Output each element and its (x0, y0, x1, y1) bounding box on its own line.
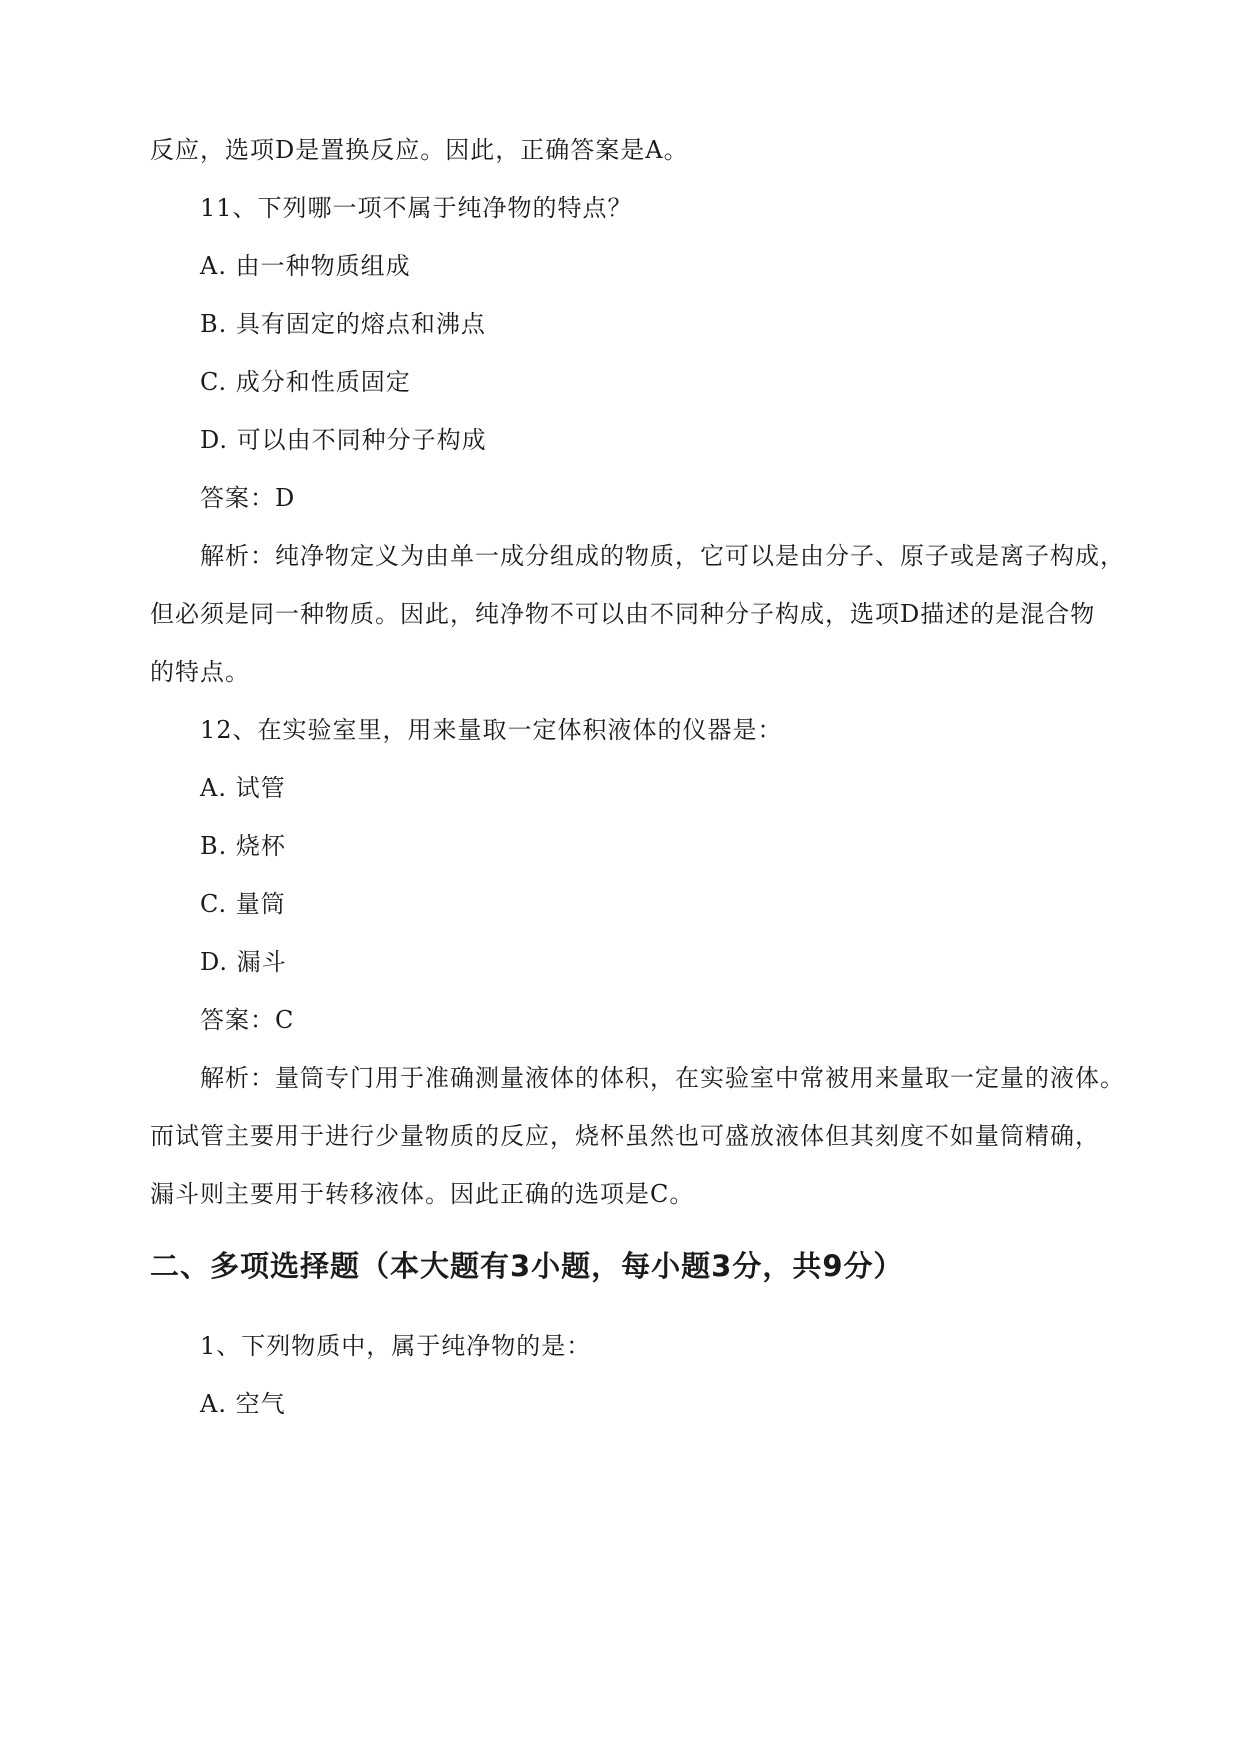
answer-line: 答案：C (200, 1006, 295, 1034)
option-a: A. 由一种物质组成 (200, 252, 411, 280)
explanation-line: 漏斗则主要用于转移液体。因此正确的选项是C。 (150, 1180, 695, 1208)
option-a: A. 试管 (200, 774, 286, 802)
option-b: B. 烧杯 (200, 832, 286, 860)
question-12: 12、在实验室里，用来量取一定体积液体的仪器是： (200, 716, 783, 744)
explanation-line: 而试管主要用于进行少量物质的反应，烧杯虽然也可盛放液体但其刻度不如量筒精确， (150, 1122, 1100, 1150)
option-d: D. 可以由不同种分子构成 (200, 426, 487, 454)
option-c: C. 成分和性质固定 (200, 368, 411, 396)
question-11: 11、下列哪一项不属于纯净物的特点？ (200, 194, 633, 222)
explanation-line: 但必须是同一种物质。因此，纯净物不可以由不同种分子构成，选项D描述的是混合物 (150, 600, 1096, 628)
paragraph-line: 反应，选项D是置换反应。因此，正确答案是A。 (150, 136, 689, 164)
option-d: D. 漏斗 (200, 948, 287, 976)
explanation-line: 解析：量筒专门用于准确测量液体的体积，在实验室中常被用来量取一定量的液体。 (200, 1064, 1125, 1092)
option-c: C. 量筒 (200, 890, 286, 918)
explanation-line: 的特点。 (150, 658, 250, 686)
explanation-line: 解析：纯净物定义为由单一成分组成的物质，它可以是由分子、原子或是离子构成， (200, 542, 1125, 570)
answer-line: 答案：D (200, 484, 296, 512)
option-a: A. 空气 (200, 1390, 286, 1418)
section-heading: 二、多项选择题（本大题有3小题，每小题3分，共9分） (150, 1249, 904, 1283)
question-1: 1、下列物质中，属于纯净物的是： (200, 1332, 592, 1360)
option-b: B. 具有固定的熔点和沸点 (200, 310, 486, 338)
